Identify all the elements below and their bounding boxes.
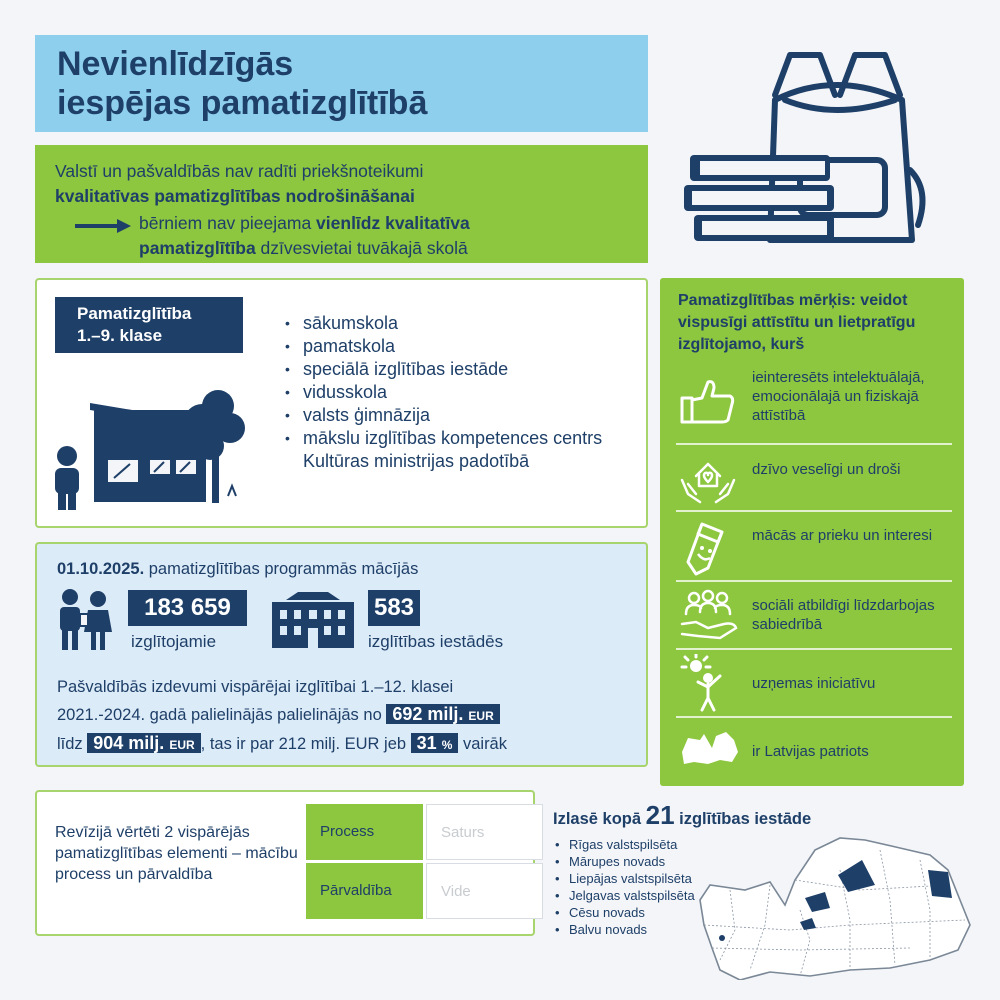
intro-result	[55, 211, 628, 261]
institutions-count: 583	[368, 590, 420, 626]
list-item: • Liepājas valstspilsēta	[553, 870, 695, 887]
list-item: • sākumskola	[283, 312, 633, 335]
goal-text: ir Latvijas patriots	[752, 743, 869, 760]
spending-to-value	[87, 733, 200, 753]
divider	[676, 580, 952, 582]
intro-result-bold-2: pamatizglītība	[139, 238, 256, 258]
goal-text: sociāli atbildīgi līdzdarbojas sabiedrībā	[752, 597, 935, 633]
page-title-line-2: iespējas pamatizglītībā	[57, 84, 428, 122]
spending-line-2-text: 2021.-2024. gadā palielinājās palielinājās no	[57, 706, 387, 724]
spending-percent-value	[411, 733, 459, 753]
list-item: • Mārupes novads	[553, 853, 695, 870]
spending-text	[57, 674, 642, 759]
intro-line-1: Valstī un pašvaldībās nav radīti priekšnoteikumi	[55, 161, 424, 181]
latvia-regions-map	[690, 830, 975, 980]
institution-building-icon	[268, 588, 358, 650]
divider	[676, 716, 952, 718]
audit-cell-process: Process	[306, 804, 423, 860]
intro-box	[35, 145, 648, 263]
title-banner	[35, 35, 648, 132]
statistics-date: 01.10.2025.	[57, 560, 145, 578]
backpack-books-illustration	[680, 40, 940, 255]
list-item: • Balvu novads	[553, 921, 695, 938]
spending-line-2	[57, 701, 642, 730]
sample-title-prefix: Izlasē kopā	[553, 810, 646, 828]
arrow-right-icon	[75, 219, 131, 233]
spending-percent-unit: %	[441, 738, 453, 752]
spending-from-value	[386, 704, 499, 724]
spending-line-3-prefix: līdz	[57, 735, 88, 753]
thumbs-up-icon	[678, 376, 738, 426]
spending-line-3-middle: , tas ir par 212 milj. EUR jeb	[200, 735, 411, 753]
students-icon	[52, 588, 118, 650]
idea-person-icon	[678, 654, 738, 712]
intro-result-bold-1: vienlīdz kvalitatīva	[316, 213, 470, 233]
school-building-illustration	[50, 378, 245, 513]
people-hand-icon	[678, 588, 740, 642]
education-badge-line-1: Pamatizglītība	[77, 304, 192, 323]
audit-elements-text: Revīzijā vērtēti 2 vispārējās pamatizglītības elementi – mācību process un pārvaldība	[55, 824, 298, 883]
goal-text: mācās ar prieku un interesi	[752, 527, 933, 544]
students-count: 183 659	[128, 590, 247, 626]
audit-cell-environment: Vide	[426, 863, 543, 919]
audit-cell-content: Saturs	[426, 804, 543, 860]
sample-list	[553, 836, 695, 938]
list-item: • Cēsu novads	[553, 904, 695, 921]
intro-result-prefix: bērniem nav pieejama	[139, 213, 317, 233]
goal-text: dzīvo veselīgi un droši	[752, 461, 901, 478]
education-badge	[55, 297, 243, 353]
heart-house-hands-icon	[678, 454, 738, 506]
list-item: • valsts ģimnāzija	[283, 404, 633, 427]
list-item: • vidusskola	[283, 381, 633, 404]
intro-line-2: kvalitatīvas pamatizglītības nodrošināšanai	[55, 186, 415, 206]
statistics-heading-text: pamatizglītības programmās mācījās	[144, 560, 419, 578]
divider	[676, 443, 952, 445]
spending-line-3-suffix: vairāk	[458, 735, 507, 753]
intro-result-suffix: dzīvesvietai tuvākajā skolā	[255, 238, 468, 258]
list-item: • pamatskola	[283, 335, 633, 358]
list-item: • speciālā izglītības iestāde	[283, 358, 633, 381]
page-title-line-1: Nevienlīdzīgās	[57, 45, 294, 83]
latvia-map-icon	[678, 726, 740, 770]
audit-cell-management: Pārvaldība	[306, 863, 423, 919]
spending-to-unit: EUR	[169, 738, 195, 752]
sample-count: 21	[645, 800, 675, 830]
divider	[676, 648, 952, 650]
goal-text: uzņemas iniciatīvu	[752, 675, 876, 692]
spending-from-unit: EUR	[468, 709, 494, 723]
institutions-label: izglītības iestādēs	[368, 632, 504, 651]
happy-pencil-icon	[678, 518, 738, 576]
sample-title-suffix: izglītības iestāde	[674, 810, 812, 828]
goals-title: Pamatizglītības mērķis: veidot vispusīgi attīstītu un lietpratīgu izglītojamo, kurš	[678, 292, 916, 353]
list-item: • Jelgavas valstspilsēta	[553, 887, 695, 904]
statistics-heading	[57, 560, 418, 579]
spending-line-1: Pašvaldībās izdevumi vispārējai izglītībai 1.–12. klasei	[57, 678, 454, 696]
spending-to-number: 904 milj.	[93, 733, 165, 753]
sample-title	[553, 800, 811, 831]
school-type-list	[283, 312, 633, 473]
spending-line-3	[57, 730, 642, 759]
spending-percent-number: 31	[416, 733, 437, 753]
list-item: • mākslu izglītības kompetences centrs Kultūras ministrijas padotībā	[283, 427, 633, 473]
education-badge-line-2: 1.–9. klase	[77, 326, 163, 345]
goal-text: ieinteresēts intelektuālajā, emocionālajā un fiziskajā attīstībā	[752, 369, 925, 424]
spending-from-number: 692 milj.	[392, 704, 464, 724]
list-item: • Rīgas valstspilsēta	[553, 836, 695, 853]
students-label: izglītojamie	[131, 632, 217, 651]
divider	[676, 510, 952, 512]
